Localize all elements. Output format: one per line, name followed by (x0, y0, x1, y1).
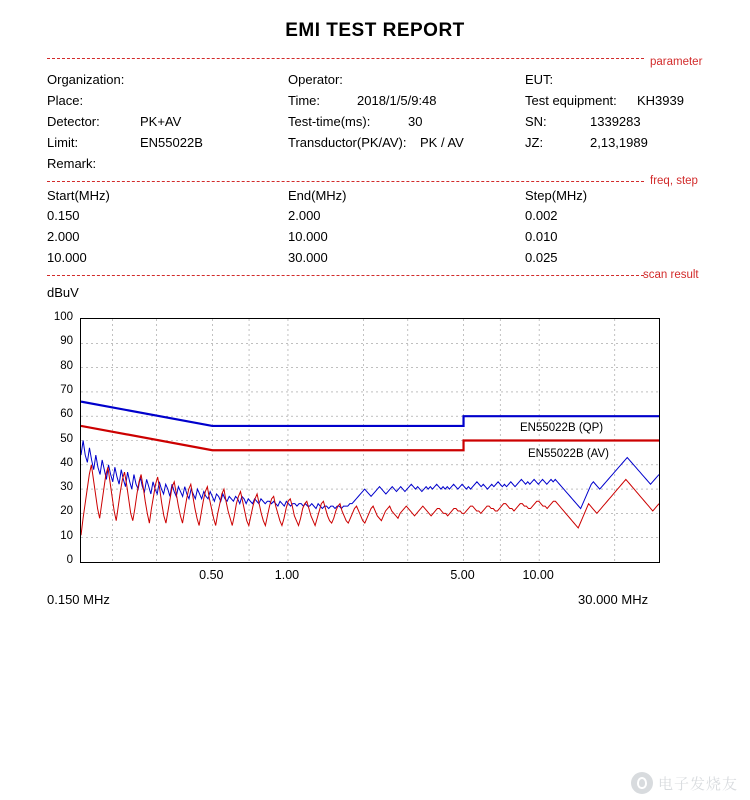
field-time-label: Time: (288, 93, 321, 108)
section-label-parameter: parameter (650, 56, 703, 68)
field-remark-label: Remark: (47, 156, 97, 171)
emi-scan-chart (47, 310, 667, 580)
freq-row-1-end: 10.000 (288, 229, 328, 244)
field-transductor-label: Transductor(PK/AV): (288, 135, 407, 150)
freq-header-end: End(MHz) (288, 188, 347, 203)
y-tick-label: 100 (53, 311, 73, 323)
field-limit-label: Limit: (47, 135, 79, 150)
y-tick-label: 50 (60, 432, 73, 445)
freq-header-step: Step(MHz) (525, 188, 588, 203)
freq-row-0-start: 0.150 (47, 208, 80, 223)
y-tick-label: 70 (60, 383, 73, 396)
y-tick-label: 40 (60, 456, 73, 469)
field-operator-label: Operator: (288, 72, 343, 87)
footer-end-freq: 30.000 MHz (578, 592, 649, 607)
plot-svg (81, 319, 659, 562)
field-time-value: 2018/1/5/9:48 (357, 93, 437, 108)
y-tick-label: 20 (60, 505, 73, 518)
x-tick-label: 0.50 (199, 568, 224, 582)
y-tick-label: 0 (66, 554, 73, 566)
watermark-text: 电子发烧友 (657, 775, 738, 793)
field-detector-label: Detector: (47, 114, 100, 129)
field-eut-label: EUT: (525, 72, 554, 87)
field-jz-label: JZ: (525, 135, 544, 150)
freq-row-0-step: 0.002 (525, 208, 558, 223)
y-tick-label: 10 (60, 529, 73, 542)
freq-row-2-end: 30.000 (288, 250, 328, 265)
field-jz-value: 2,13,1989 (590, 135, 648, 150)
field-test-equipment-value: KH3939 (637, 93, 684, 108)
y-tick-label: 30 (60, 481, 73, 494)
y-axis-unit-label: dBuV (47, 285, 79, 300)
field-transductor-value: PK / AV (420, 135, 464, 150)
freq-row-2-start: 10.000 (47, 250, 87, 265)
limit-line-label: EN55022B (AV) (528, 448, 609, 460)
freq-row-0-end: 2.000 (288, 208, 321, 223)
divider-scan-result (47, 275, 644, 276)
watermark (631, 772, 738, 794)
freq-row-1-step: 0.010 (525, 229, 558, 244)
plot-area (80, 318, 660, 563)
field-test-time-label: Test-time(ms): (288, 114, 371, 129)
field-test-time-value: 30 (408, 114, 423, 129)
freq-row-2-step: 0.025 (525, 250, 558, 265)
section-label-freq-step: freq, step (650, 175, 698, 187)
y-tick-label: 80 (60, 359, 73, 372)
field-detector-value: PK+AV (140, 114, 182, 129)
footer-start-freq: 0.150 MHz (47, 592, 110, 607)
freq-header-start: Start(MHz) (47, 188, 110, 203)
divider-freq-step (47, 181, 644, 182)
field-organization-label: Organization: (47, 72, 125, 87)
field-sn-value: 1339283 (590, 114, 641, 129)
page-title: EMI TEST REPORT (285, 20, 465, 41)
x-tick-label: 1.00 (274, 568, 300, 582)
y-tick-label: 90 (60, 335, 73, 348)
y-tick-label: 60 (60, 408, 73, 421)
limit-line-label: EN55022B (QP) (520, 422, 604, 434)
field-sn-label: SN: (525, 114, 547, 129)
section-label-scan-result: scan result (643, 269, 699, 281)
freq-row-1-start: 2.000 (47, 229, 80, 244)
watermark-logo-icon (631, 772, 653, 794)
field-limit-value: EN55022B (140, 135, 203, 150)
field-test-equipment-label: Test equipment: (525, 93, 617, 108)
divider-parameter (47, 58, 644, 59)
x-tick-label: 5.00 (450, 568, 475, 582)
field-place-label: Place: (47, 93, 84, 108)
x-tick-label: 10.00 (522, 568, 554, 582)
